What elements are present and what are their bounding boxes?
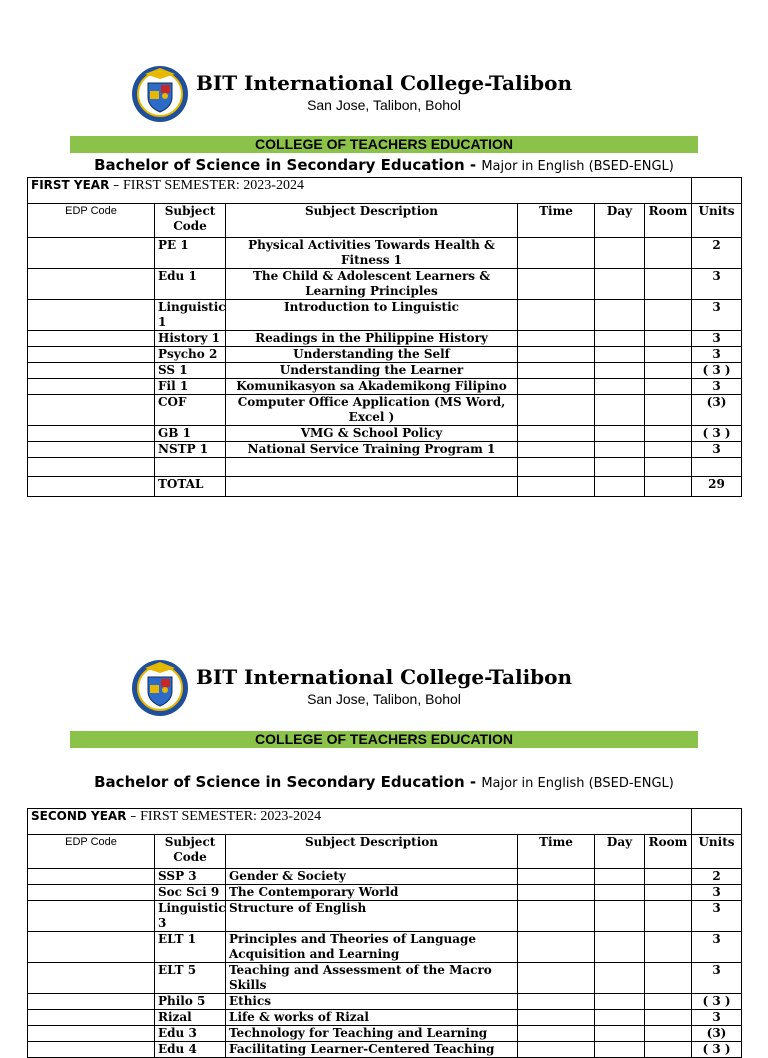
edp-cell — [28, 1026, 155, 1042]
subject-code: Rizal — [155, 1010, 226, 1026]
edp-cell — [28, 1042, 155, 1058]
semester-header: FIRST YEAR – FIRST SEMESTER: 2023-2024 — [28, 178, 742, 204]
col-subject-code: Subject Code — [155, 835, 226, 869]
edp-cell — [28, 901, 155, 932]
year-label: FIRST YEAR — [31, 178, 110, 192]
day-cell — [595, 379, 645, 395]
subject-code: Edu 4 — [155, 1042, 226, 1058]
col-units: Units — [692, 835, 742, 869]
time-cell — [518, 331, 595, 347]
subject-code: Philo 5 — [155, 994, 226, 1010]
subject-code: PE 1 — [155, 238, 226, 269]
time-cell — [518, 1042, 595, 1058]
subject-code: Psycho 2 — [155, 347, 226, 363]
subject-description: National Service Training Program 1 — [226, 442, 518, 458]
subject-units: 3 — [692, 932, 742, 963]
subject-units: 3 — [692, 331, 742, 347]
subject-units: 3 — [692, 379, 742, 395]
room-cell — [645, 442, 692, 458]
subject-units: 2 — [692, 869, 742, 885]
day-cell — [595, 426, 645, 442]
edp-cell — [28, 363, 155, 379]
subject-units: ( 3 ) — [692, 994, 742, 1010]
room-cell — [645, 901, 692, 932]
col-edp-code: EDP Code — [28, 835, 155, 869]
edp-cell — [28, 395, 155, 426]
edp-cell — [28, 885, 155, 901]
subject-units: 3 — [692, 442, 742, 458]
department-banner: COLLEGE OF TEACHERS EDUCATION — [70, 136, 698, 153]
subject-description: The Contemporary World — [226, 885, 518, 901]
subject-description: Understanding the Learner — [226, 363, 518, 379]
col-units: Units — [692, 204, 742, 238]
room-cell — [645, 1010, 692, 1026]
time-cell — [518, 347, 595, 363]
room-cell — [645, 963, 692, 994]
room-cell — [645, 347, 692, 363]
col-day: Day — [595, 835, 645, 869]
subject-description: Principles and Theories of Language Acquisition and Learning — [226, 932, 518, 963]
edp-cell — [28, 994, 155, 1010]
subject-description: Introduction to Linguistic — [226, 300, 518, 331]
table-row — [28, 1010, 742, 1026]
col-room: Room — [645, 204, 692, 238]
day-cell — [595, 363, 645, 379]
room-cell — [645, 395, 692, 426]
table-row — [28, 331, 742, 347]
subject-description: Physical Activities Towards Health & Fitness 1 — [226, 238, 518, 269]
room-cell — [645, 932, 692, 963]
subject-description: Ethics — [226, 994, 518, 1010]
subject-units: 3 — [692, 901, 742, 932]
time-cell — [518, 1010, 595, 1026]
subject-units: 3 — [692, 885, 742, 901]
time-cell — [518, 901, 595, 932]
room-cell — [645, 363, 692, 379]
day-cell — [595, 1026, 645, 1042]
time-cell — [518, 932, 595, 963]
subject-units: 3 — [692, 300, 742, 331]
table-row — [28, 994, 742, 1010]
day-cell — [595, 395, 645, 426]
year-label: SECOND YEAR — [31, 809, 127, 823]
table-row — [28, 300, 742, 331]
program-name: Bachelor of Science in Secondary Education - — [94, 156, 477, 174]
subject-description: Understanding the Self — [226, 347, 518, 363]
time-cell — [518, 363, 595, 379]
day-cell — [595, 885, 645, 901]
edp-cell — [28, 238, 155, 269]
subject-units: 3 — [692, 347, 742, 363]
room-cell — [645, 331, 692, 347]
time-cell — [518, 442, 595, 458]
program-name: Bachelor of Science in Secondary Education - — [94, 773, 477, 791]
room-cell — [645, 238, 692, 269]
edp-cell — [28, 869, 155, 885]
day-cell — [595, 331, 645, 347]
second-year-subject-table — [27, 808, 742, 1058]
table-row — [28, 885, 742, 901]
day-cell — [595, 869, 645, 885]
table-row — [28, 395, 742, 426]
subject-code: Edu 1 — [155, 269, 226, 300]
day-cell — [595, 901, 645, 932]
edp-cell — [28, 379, 155, 395]
subject-units: (3) — [692, 395, 742, 426]
subject-code: SSP 3 — [155, 869, 226, 885]
subject-description: Komunikasyon sa Akademikong Filipino — [226, 379, 518, 395]
table-row — [28, 932, 742, 963]
semester-header: SECOND YEAR – FIRST SEMESTER: 2023-2024 — [28, 809, 742, 835]
time-cell — [518, 238, 595, 269]
subject-description: Teaching and Assessment of the Macro Skills — [226, 963, 518, 994]
table-row — [28, 269, 742, 300]
subject-code: Linguistic 1 — [155, 300, 226, 331]
table-row — [28, 963, 742, 994]
column-headers — [28, 204, 742, 238]
time-cell — [518, 300, 595, 331]
subject-units: ( 3 ) — [692, 1042, 742, 1058]
total-units: 29 — [692, 477, 742, 497]
subject-code: GB 1 — [155, 426, 226, 442]
room-cell — [645, 869, 692, 885]
table-row — [28, 379, 742, 395]
room-cell — [645, 885, 692, 901]
total-label: TOTAL — [155, 477, 226, 497]
day-cell — [595, 442, 645, 458]
subject-description: Readings in the Philippine History — [226, 331, 518, 347]
edp-cell — [28, 269, 155, 300]
day-cell — [595, 1010, 645, 1026]
subject-description: The Child & Adolescent Learners & Learning Principles — [226, 269, 518, 300]
subject-code: Soc Sci 9 — [155, 885, 226, 901]
college-address: San Jose, Talibon, Bohol — [307, 97, 461, 113]
day-cell — [595, 1042, 645, 1058]
day-cell — [595, 300, 645, 331]
day-cell — [595, 347, 645, 363]
time-cell — [518, 994, 595, 1010]
subject-description: Life & works of Rizal — [226, 1010, 518, 1026]
blank-row — [28, 458, 742, 477]
edp-cell — [28, 426, 155, 442]
edp-cell — [28, 442, 155, 458]
subject-description: Structure of English — [226, 901, 518, 932]
program-title — [0, 773, 768, 791]
room-cell — [645, 1026, 692, 1042]
subject-code: Linguistic 3 — [155, 901, 226, 932]
first-year-subject-table — [27, 177, 742, 497]
table-row — [28, 347, 742, 363]
time-cell — [518, 963, 595, 994]
col-subject-code: Subject Code — [155, 204, 226, 238]
subject-code: History 1 — [155, 331, 226, 347]
day-cell — [595, 269, 645, 300]
program-title — [0, 156, 768, 174]
col-subject-description: Subject Description — [226, 204, 518, 238]
subject-units: ( 3 ) — [692, 363, 742, 379]
subject-code: SS 1 — [155, 363, 226, 379]
college-name: BIT International College-Talibon — [195, 71, 573, 95]
table-row — [28, 901, 742, 932]
subject-description: Computer Office Application (MS Word, Excel ) — [226, 395, 518, 426]
semester-label: FIRST SEMESTER: 2023-2024 — [140, 809, 322, 824]
program-major: Major in English (BSED-ENGL) — [481, 776, 674, 791]
edp-cell — [28, 932, 155, 963]
column-headers — [28, 835, 742, 869]
col-day: Day — [595, 204, 645, 238]
time-cell — [518, 869, 595, 885]
time-cell — [518, 426, 595, 442]
subject-units: 3 — [692, 963, 742, 994]
table-row — [28, 238, 742, 269]
day-cell — [595, 932, 645, 963]
col-edp-code: EDP Code — [28, 204, 155, 238]
room-cell — [645, 1042, 692, 1058]
col-time: Time — [518, 204, 595, 238]
time-cell — [518, 885, 595, 901]
day-cell — [595, 963, 645, 994]
subject-description: Facilitating Learner-Centered Teaching — [226, 1042, 518, 1058]
time-cell — [518, 395, 595, 426]
edp-cell — [28, 347, 155, 363]
subject-description: Gender & Society — [226, 869, 518, 885]
time-cell — [518, 269, 595, 300]
room-cell — [645, 379, 692, 395]
subject-description: VMG & School Policy — [226, 426, 518, 442]
college-address: San Jose, Talibon, Bohol — [307, 691, 461, 707]
table-row — [28, 869, 742, 885]
subject-code: ELT 1 — [155, 932, 226, 963]
room-cell — [645, 300, 692, 331]
day-cell — [595, 994, 645, 1010]
col-subject-description: Subject Description — [226, 835, 518, 869]
subject-units: 3 — [692, 269, 742, 300]
department-banner: COLLEGE OF TEACHERS EDUCATION — [70, 731, 698, 748]
day-cell — [595, 238, 645, 269]
edp-cell — [28, 1010, 155, 1026]
subject-units: ( 3 ) — [692, 426, 742, 442]
program-major: Major in English (BSED-ENGL) — [481, 159, 674, 174]
subject-units: 3 — [692, 1010, 742, 1026]
subject-code: COF — [155, 395, 226, 426]
table-row — [28, 442, 742, 458]
edp-cell — [28, 331, 155, 347]
col-time: Time — [518, 835, 595, 869]
room-cell — [645, 994, 692, 1010]
total-row — [28, 477, 742, 497]
subject-code: Edu 3 — [155, 1026, 226, 1042]
subject-code: NSTP 1 — [155, 442, 226, 458]
time-cell — [518, 1026, 595, 1042]
table-row — [28, 426, 742, 442]
edp-cell — [28, 963, 155, 994]
col-room: Room — [645, 835, 692, 869]
room-cell — [645, 269, 692, 300]
table-row — [28, 1026, 742, 1042]
semester-label: FIRST SEMESTER: 2023-2024 — [122, 178, 304, 193]
subject-code: Fil 1 — [155, 379, 226, 395]
subject-units: (3) — [692, 1026, 742, 1042]
edp-cell — [28, 300, 155, 331]
time-cell — [518, 379, 595, 395]
subject-description: Technology for Teaching and Learning — [226, 1026, 518, 1042]
table-row — [28, 363, 742, 379]
table-row — [28, 1042, 742, 1058]
college-name: BIT International College-Talibon — [195, 665, 573, 689]
subject-code: ELT 5 — [155, 963, 226, 994]
subject-units: 2 — [692, 238, 742, 269]
room-cell — [645, 426, 692, 442]
